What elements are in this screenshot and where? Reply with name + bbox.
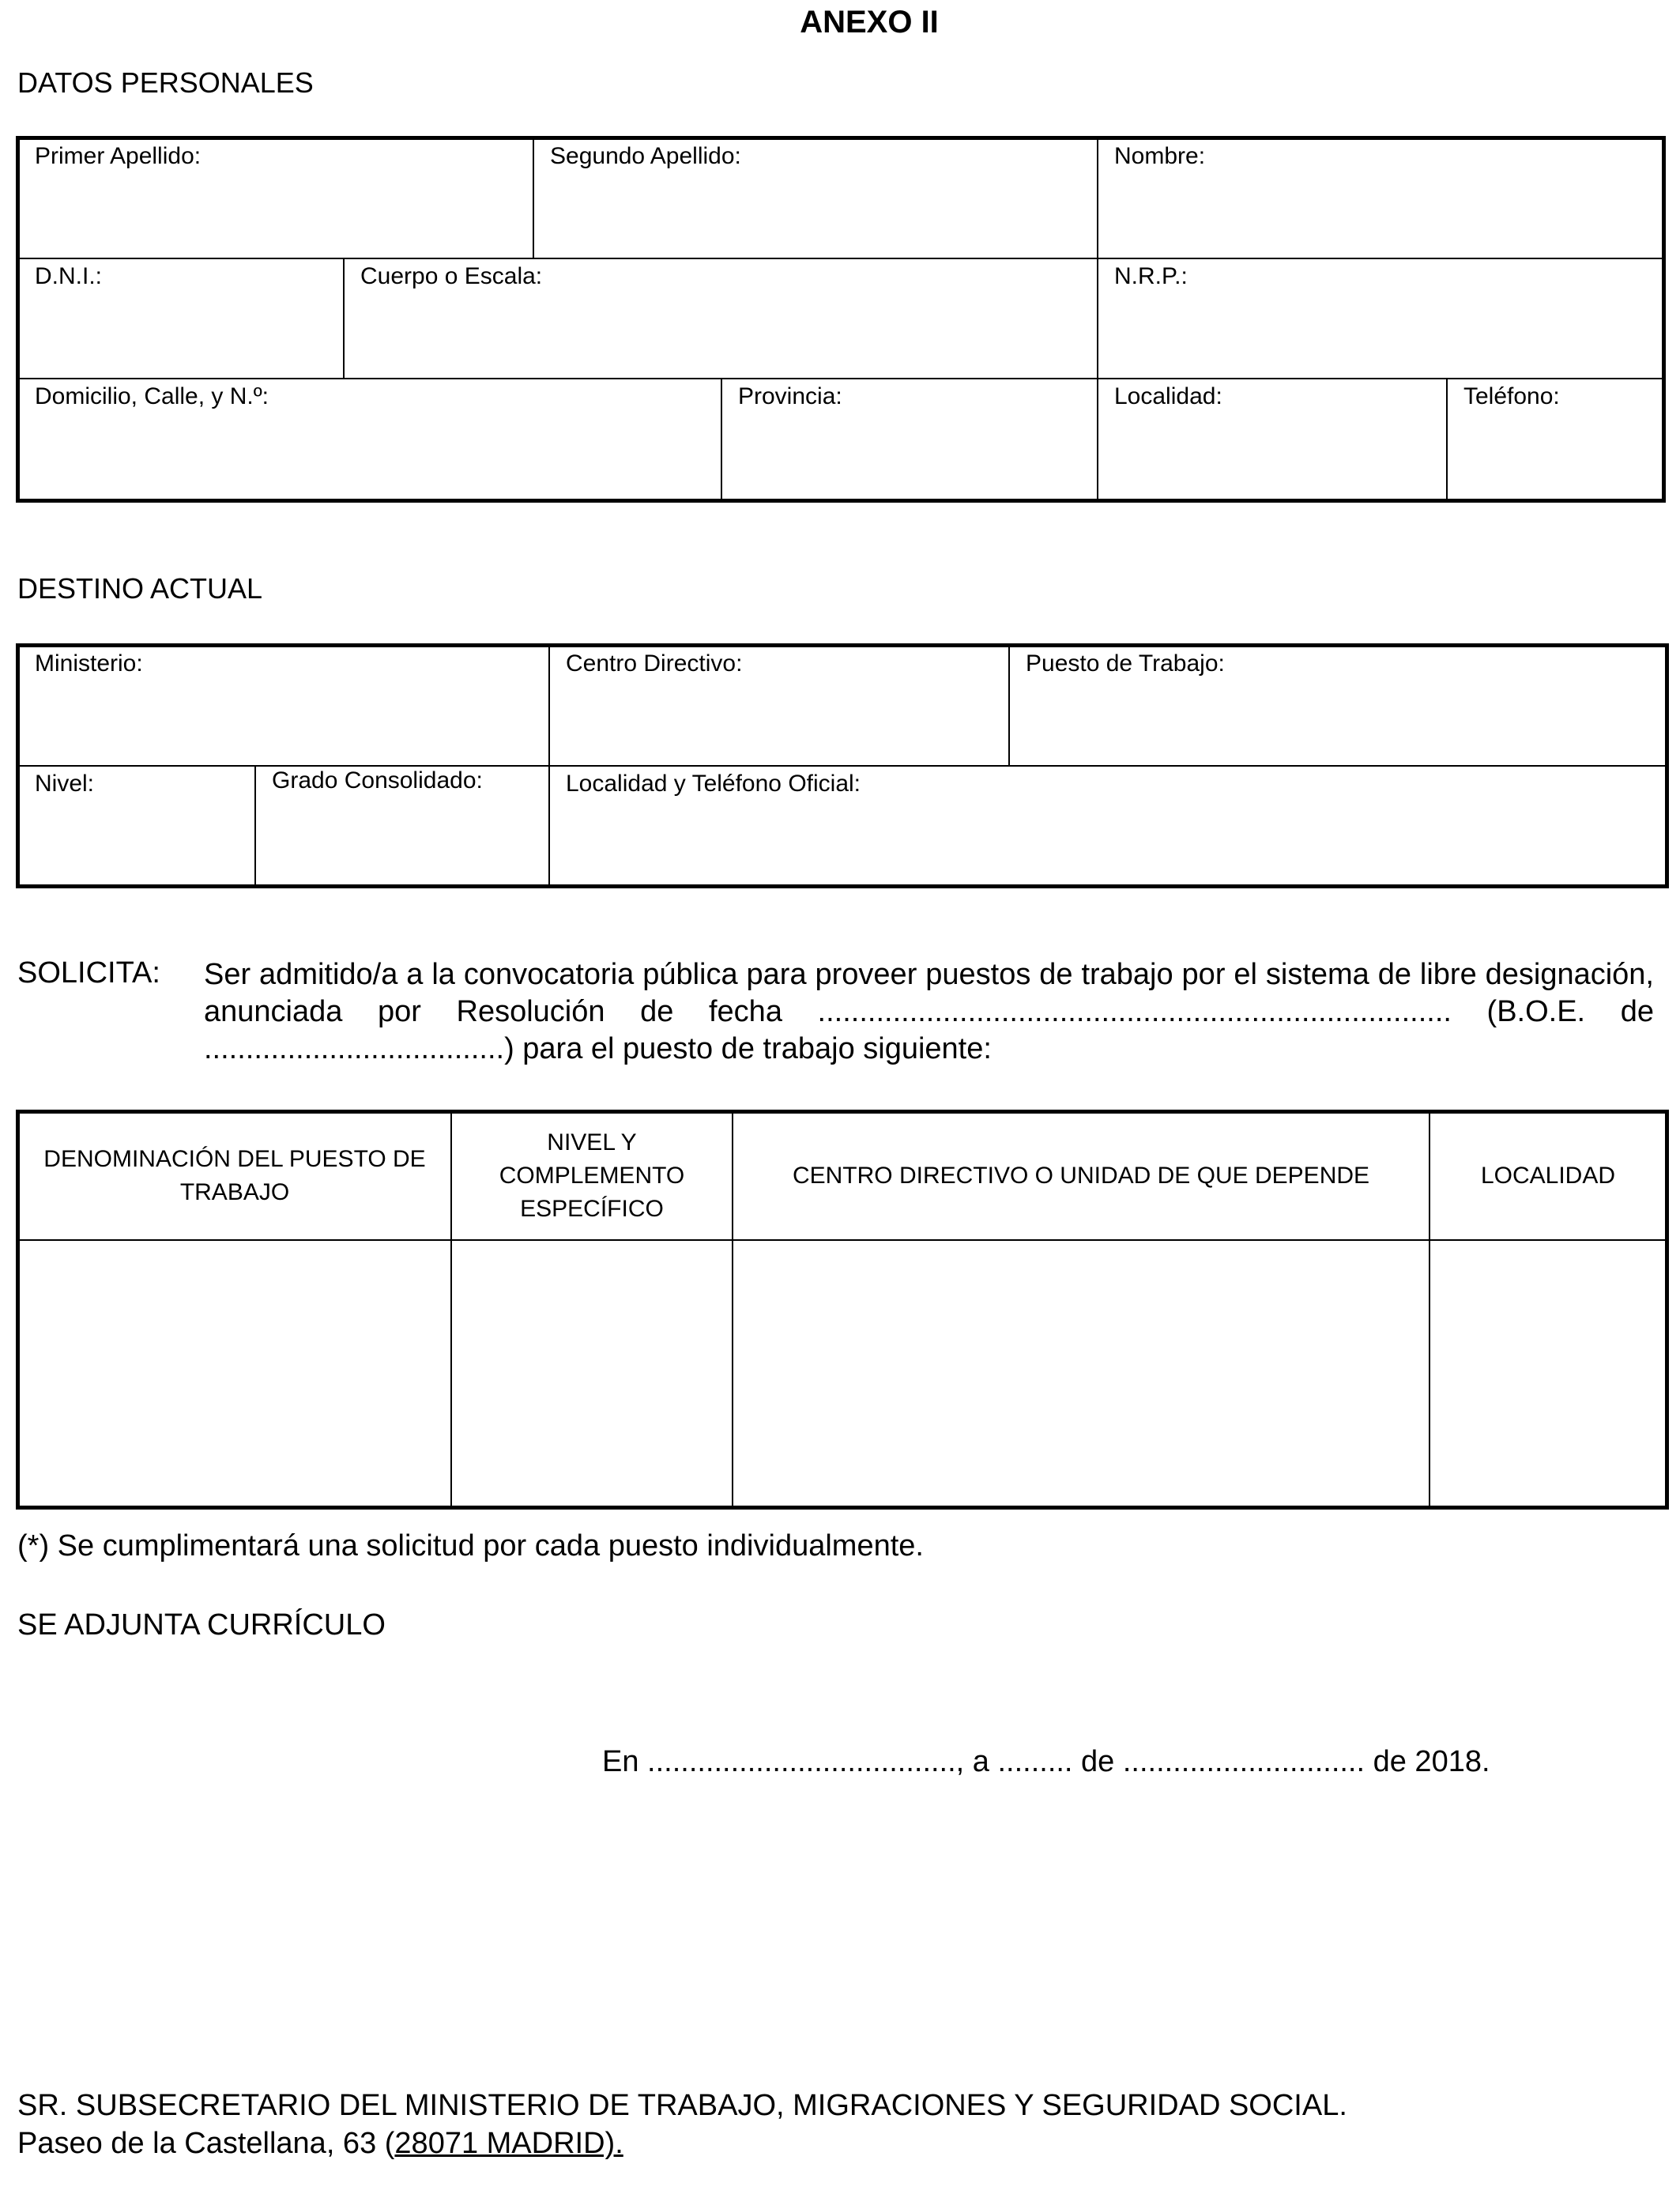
puesto-nivel-cell[interactable] xyxy=(450,1239,733,1508)
localidad-telefono-label: Localidad y Teléfono Oficial: xyxy=(566,771,861,797)
cuerpo-escala-field[interactable] xyxy=(343,258,1098,379)
dni-label: D.N.I.: xyxy=(35,263,103,289)
segundo-apellido-field[interactable] xyxy=(533,138,1098,259)
nivel-label: Nivel: xyxy=(35,771,95,797)
primer-apellido-field[interactable] xyxy=(17,138,534,259)
addressee-line-1: SR. SUBSECRETARIO DEL MINISTERIO DE TRABAJO, MIGRACIONES Y SEGURIDAD SOCIAL. xyxy=(17,2089,1347,2122)
domicilio-field[interactable] xyxy=(17,378,722,501)
header-centro-directivo: CENTRO DIRECTIVO O UNIDAD DE QUE DEPENDE xyxy=(732,1111,1430,1241)
nrp-label: N.R.P.: xyxy=(1114,263,1188,289)
centro-directivo-label: Centro Directivo: xyxy=(566,650,743,677)
addressee-line-2 xyxy=(17,2124,1347,2162)
address-postal: 28071 MADRID). xyxy=(394,2127,623,2160)
cuerpo-escala-label: Cuerpo o Escala: xyxy=(360,263,543,289)
provincia-label: Provincia: xyxy=(738,383,842,409)
localidad-field[interactable] xyxy=(1097,378,1448,501)
grado-consolidado-label: Grado Consolidado: xyxy=(272,767,483,794)
header-denominacion: DENOMINACIÓN DEL PUESTO DE TRABAJO xyxy=(17,1111,452,1241)
puesto-trabajo-field[interactable] xyxy=(1008,645,1667,767)
ministerio-field[interactable] xyxy=(17,645,550,767)
puesto-centro-cell[interactable] xyxy=(732,1239,1430,1508)
telefono-label: Teléfono: xyxy=(1463,383,1560,409)
grado-consolidado-field[interactable] xyxy=(254,765,550,887)
nombre-label: Nombre: xyxy=(1114,143,1206,169)
puesto-localidad-cell[interactable] xyxy=(1429,1239,1667,1508)
header-nivel-complemento: NIVEL Y COMPLEMENTO ESPECÍFICO xyxy=(450,1111,733,1241)
telefono-field[interactable] xyxy=(1446,378,1664,501)
date-line: En ....................................., a ......... de ............................. de 2018. xyxy=(602,1745,1490,1778)
addressee-block xyxy=(17,2087,1347,2162)
section-heading-destino-actual: DESTINO ACTUAL xyxy=(17,572,263,605)
primer-apellido-label: Primer Apellido: xyxy=(35,143,202,169)
centro-directivo-field[interactable] xyxy=(548,645,1010,767)
localidad-label: Localidad: xyxy=(1114,383,1222,409)
header-localidad: LOCALIDAD xyxy=(1429,1111,1667,1241)
address-street: Paseo de la Castellana, 63 ( xyxy=(17,2127,395,2160)
adjunta-curriculo: SE ADJUNTA CURRÍCULO xyxy=(17,1608,386,1642)
domicilio-label: Domicilio, Calle, y N.º: xyxy=(35,383,269,409)
puesto-trabajo-label: Puesto de Trabajo: xyxy=(1026,650,1225,677)
provincia-field[interactable] xyxy=(721,378,1098,501)
localidad-telefono-field[interactable] xyxy=(548,765,1667,887)
page-title: ANEXO II xyxy=(800,5,939,40)
section-heading-datos-personales: DATOS PERSONALES xyxy=(17,66,314,99)
solicita-text: Ser admitido/a a la convocatoria pública para proveer puestos de trabajo por el sistema de libre designación, anunciada por Resolución de fecha ............................................................................ (B.O.E. de ....................................) para el puesto de trabajo siguiente: xyxy=(204,958,1654,1065)
solicita-label: SOLICITA: xyxy=(17,956,160,990)
dni-field[interactable] xyxy=(17,258,345,379)
nrp-field[interactable] xyxy=(1097,258,1664,379)
puesto-denominacion-cell[interactable] xyxy=(17,1239,452,1508)
footnote: (*) Se cumplimentará una solicitud por cada puesto individualmente. xyxy=(17,1529,924,1563)
segundo-apellido-label: Segundo Apellido: xyxy=(550,143,741,169)
ministerio-label: Ministerio: xyxy=(35,650,143,677)
nombre-field[interactable] xyxy=(1097,138,1664,259)
nivel-field[interactable] xyxy=(17,765,256,887)
